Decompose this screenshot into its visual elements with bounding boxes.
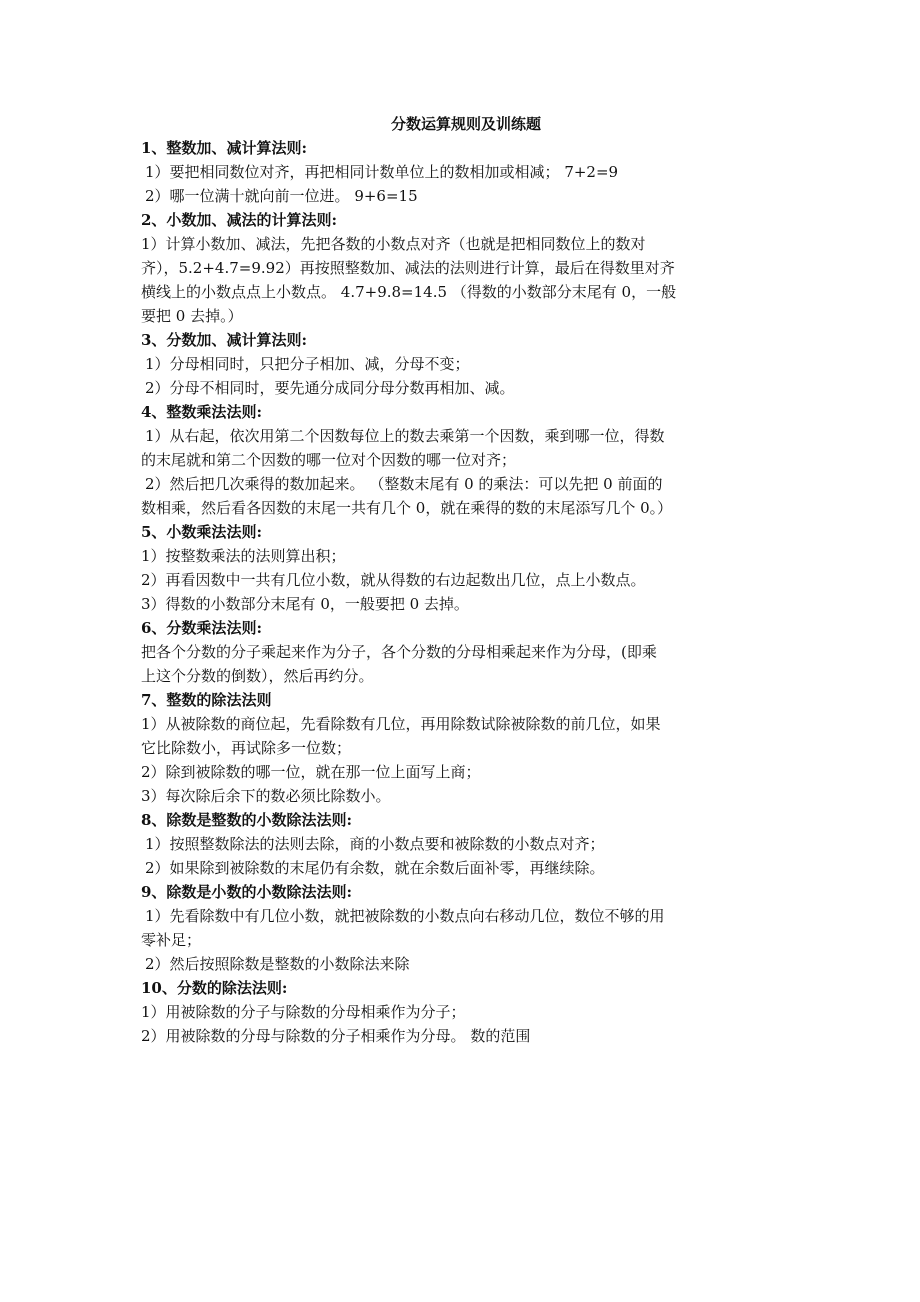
section-heading: 5、小数乘法法则: [141,523,262,541]
section-text-line: 2）用被除数的分母与除数的分子相乘作为分母。 数的范围 [141,1027,531,1045]
section-heading: 2、小数加、减法的计算法则: [141,211,337,229]
section-heading: 10、分数的除法法则: [141,979,288,997]
section-text-line: 2）如果除到被除数的末尾仍有余数，就在余数后面补零，再继续除。 [145,859,605,877]
section-text-line: 1）按整数乘法的法则算出积； [141,547,346,565]
section-text-line: 1）用被除数的分子与除数的分母相乘作为分子； [141,1003,466,1021]
section-text-line: 要把 0 去掉。） [141,307,243,325]
section-text-line: 横线上的小数点点上小数点。 4.7+9.8=14.5 （得数的小数部分末尾有 0，一般 [141,283,677,301]
section-text-line: 它比除数小，再试除多一位数； [141,739,352,757]
section-heading: 8、除数是整数的小数除法法则: [141,811,352,829]
document-page [141,112,781,1048]
section-heading: 4、整数乘法法则: [141,403,262,421]
section-text-line: 上这个分数的倒数），然后再约分。 [141,667,374,685]
document-body [141,136,781,1048]
section-text-line: 1）从右起，依次用第二个因数每位上的数去乘第一个因数，乘到哪一位，得数 [145,427,665,445]
section-text-line: 3）得数的小数部分末尾有 0，一般要把 0 去掉。 [141,595,469,613]
section-text-line: 1）计算小数加、减法，先把各数的小数点对齐（也就是把相同数位上的数对 [141,235,646,253]
section-text-line: 2）再看因数中一共有几位小数，就从得数的右边起数出几位，点上小数点。 [141,571,646,589]
section-text-line: 1）按照整数除法的法则去除，商的小数点要和被除数的小数点对齐； [145,835,605,853]
section-text-line: 1）先看除数中有几位小数，就把被除数的小数点向右移动几位，数位不够的用 [145,907,665,925]
section-text-line: 把各个分数的分子乘起来作为分子，各个分数的分母相乘起来作为分母，(即乘 [141,643,657,661]
section-heading: 9、除数是小数的小数除法法则: [141,883,352,901]
section-text-line: 齐），5.2+4.7=9.92）再按照整数加、减法的法则进行计算，最后在得数里对齐 [141,259,675,277]
section-text-line: 2）分母不相同时，要先通分成同分母分数再相加、减。 [145,379,515,397]
section-text-line: 1）从被除数的商位起，先看除数有几位，再用除数试除被除数的前几位，如果 [141,715,661,733]
section-heading: 1、整数加、减计算法则: [141,139,307,157]
section-text-line: 3）每次除后余下的数必须比除数小。 [141,787,391,805]
section-text-line: 的末尾就和第二个因数的哪一位对个因数的哪一位对齐； [141,451,517,469]
section-heading: 3、分数加、减计算法则: [141,331,307,349]
section-text-line: 2）除到被除数的哪一位，就在那一位上面写上商； [141,763,481,781]
section-text-line: 2）哪一位满十就向前一位进。 9+6=15 [145,187,418,205]
section-text-line: 1）要把相同数位对齐，再把相同计数单位上的数相加或相减； 7+2=9 [145,163,619,181]
document-title: 分数运算规则及训练题 [390,115,541,133]
section-text-line: 2）然后把几次乘得的数加起来。 （整数末尾有 0 的乘法：可以先把 0 前面的 [145,475,663,493]
section-text-line: 1）分母相同时，只把分子相加、减，分母不变； [145,355,470,373]
section-heading: 7、整数的除法法则 [141,691,272,709]
section-text-line: 2）然后按照除数是整数的小数除法来除 [145,955,410,973]
section-text-line: 零补足； [141,931,202,949]
section-text-line: 数相乘，然后看各因数的末尾一共有几个 0，就在乘得的数的末尾添写几个 0。） [141,499,673,517]
section-heading: 6、分数乘法法则: [141,619,262,637]
